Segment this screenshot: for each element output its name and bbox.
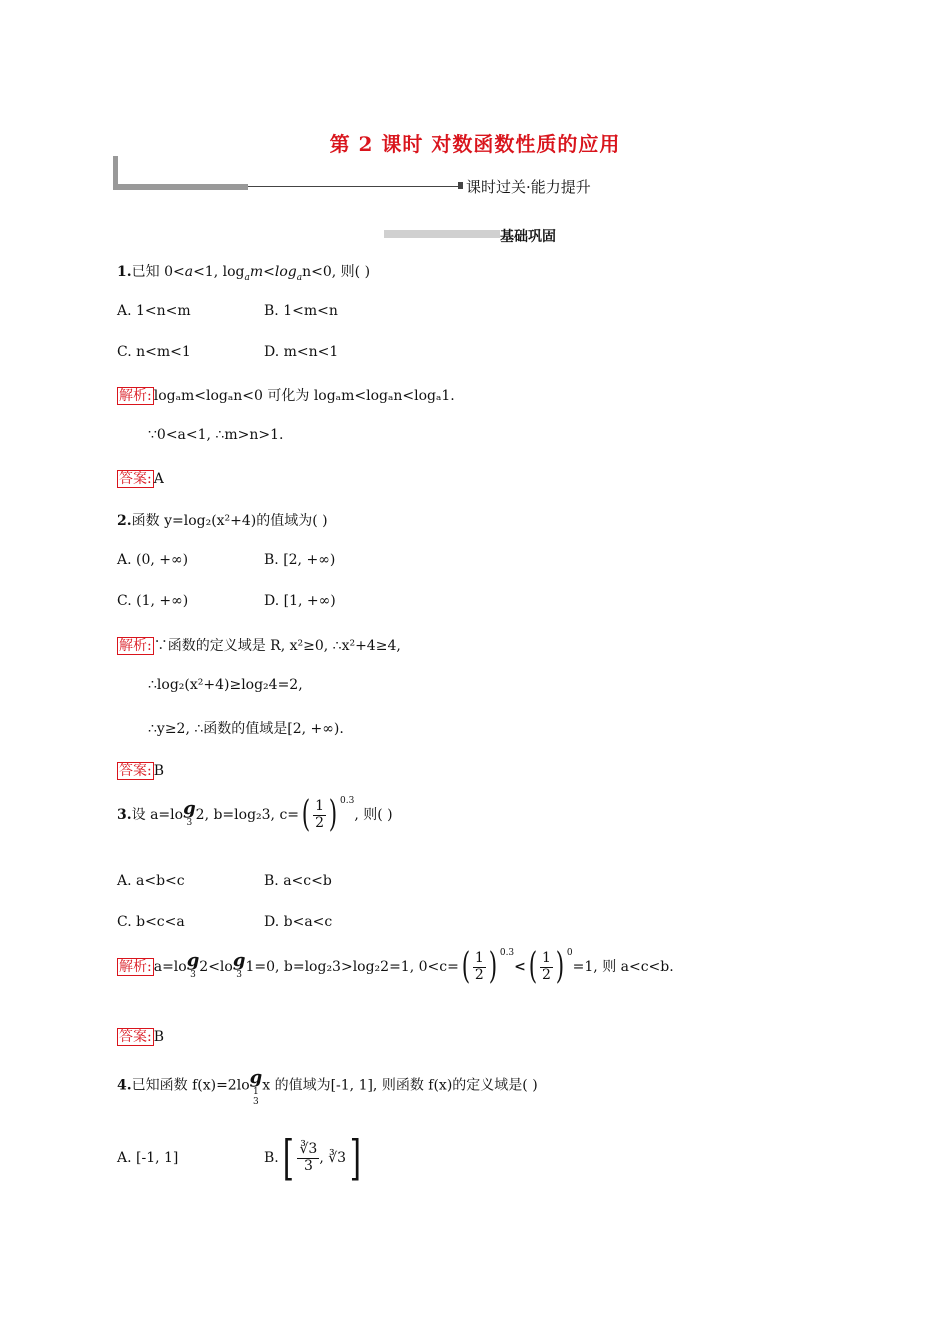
q1-option-d: D. m<n<1 <box>264 344 339 360</box>
q2-option-a: A. (0, +∞) <box>117 552 189 568</box>
section-bar <box>384 230 500 238</box>
q1-option-b: B. 1<m<n <box>264 303 338 319</box>
section-heading: 基础巩固 <box>500 229 556 245</box>
q3-option-a: A. a<b<c <box>117 873 185 889</box>
analysis-label: 解析: <box>119 638 152 654</box>
subtitle: 课时过关·能力提升 <box>466 178 591 196</box>
q3-answer: 答案: B <box>119 1029 165 1045</box>
q1-option-c: C. n<m<1 <box>117 344 191 360</box>
q3-option-d: D. b<a<c <box>264 914 333 930</box>
q3-analysis: 解析: a=lo g 3 2<lo g 3 1=0, b=log₂3>log₂2=1, 0<c=( $\frac{1}{2}$ ) $^{0.3}$<( $\frac{1}{2}$ ) $^0$=1, 则 a<c<b. <box>119 946 674 987</box>
q2-analysis-2: ∴log₂(x²+4)≥log₂4=2, <box>148 677 303 693</box>
q2-option-c: C. (1, +∞) <box>117 593 189 609</box>
q2-option-b: B. [2, +∞) <box>264 552 336 568</box>
answer-label: 答案: <box>119 763 152 779</box>
header-bar-thick <box>113 184 248 190</box>
analysis-label: 解析: <box>119 388 152 404</box>
q1-analysis: 解析: logₐm<logₐn<0 可化为 logₐm<logₐn<logₐ1. <box>119 388 455 404</box>
q1-answer: 答案: A <box>119 471 164 487</box>
q2-analysis: 解析: ∵函数的定义域是 R, x²≥0, ∴x²+4≥4, <box>119 638 401 654</box>
q3-stem: 3.设 a=lo g 3 2, b=log₂3, c=( $\frac{1}{2}$ ) $^{0.3}$, 则( ) <box>117 794 393 835</box>
answer-label: 答案: <box>119 1029 152 1045</box>
header-bar-square <box>458 182 463 189</box>
q1-option-a: A. 1<n<m <box>117 303 191 319</box>
header-bar-thin <box>248 186 460 187</box>
page-title: 第 2 课时 对数函数性质的应用 <box>329 132 621 156</box>
q3-option-b: B. a<c<b <box>264 873 332 889</box>
q2-stem: 2.函数 y=log₂(x²+4)的值域为( ) <box>117 513 328 529</box>
q2-answer: 答案: B <box>119 763 165 779</box>
q1-stem: 1.已知 0<a<1, $\log_am<\log_an<0$, 则( ) <box>117 264 371 283</box>
q3-option-c: C. b<c<a <box>117 914 185 930</box>
answer-label: 答案: <box>119 471 152 487</box>
q2-option-d: D. [1, +∞) <box>264 593 336 609</box>
analysis-label: 解析: <box>119 959 152 975</box>
q4-option-b: B.[ $\frac{∛3}{3}$ , ∛3] <box>264 1130 362 1186</box>
q1-analysis-2: ∵0<a<1, ∴m>n>1. <box>148 427 284 443</box>
q2-analysis-3: ∴y≥2, ∴函数的值域是[2, +∞). <box>148 721 344 737</box>
q4-stem: 4.已知函数 f(x)=2lo g 1 3 x 的值域为[-1, 1], 则函数 f(x)的定义域是( ) <box>117 1067 538 1107</box>
q4-option-a: A. [-1, 1] <box>117 1150 179 1166</box>
